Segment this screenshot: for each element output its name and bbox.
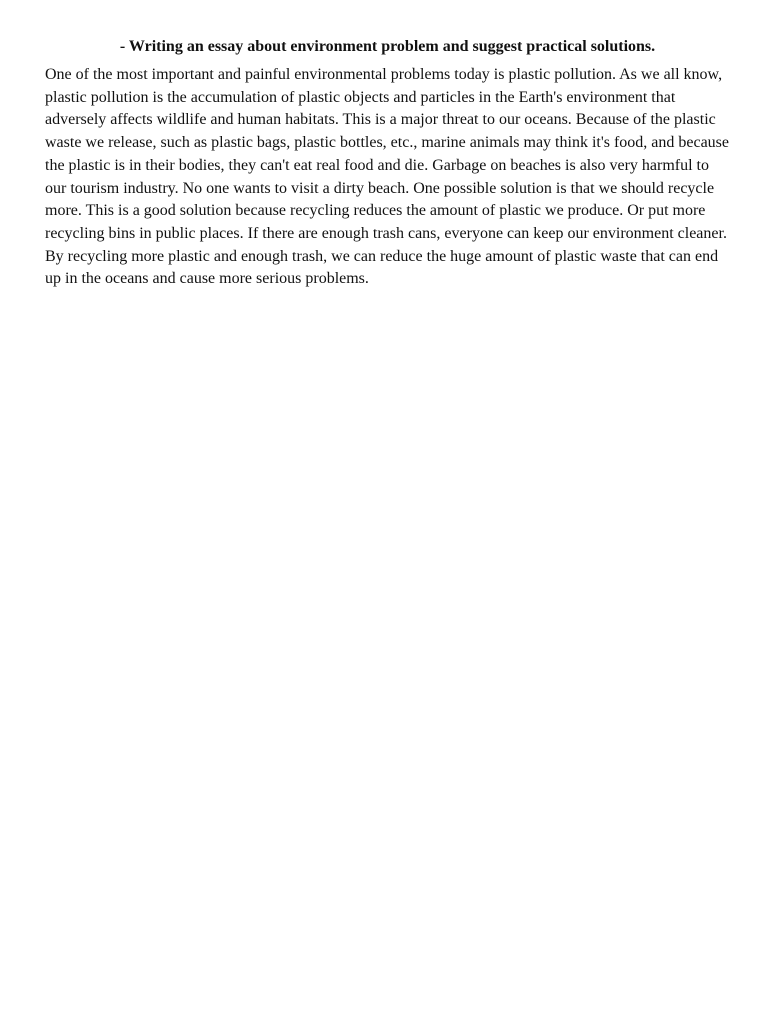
essay-prompt-heading: - Writing an essay about environment problem and suggest practical solutions. bbox=[119, 38, 656, 55]
essay-paragraph: One of the most important and painful environmental problems today is plastic pollution. As we all know, plastic pollution is the accumulation of plastic objects and particles in the Earth's environment that adversely affects wildlife and human habitats. This is a major threat to our oceans. Because of the plastic waste we release, such as plastic bags, plastic bottles, etc., marine animals may think it's food, and because the plastic is in their bodies, they can't eat real food and die. Garbage on beaches is also very harmful to our tourism industry. No one wants to visit a dirty beach. One possible solution is that we should recycle more. This is a good solution because recycling reduces the amount of plastic we produce. Or put more recycling bins in public places. If there are enough trash cans, everyone can keep our environment cleaner. By recycling more plastic and enough trash, we can reduce the huge amount of plastic waste that can end up in the oceans and cause more serious problems. bbox=[45, 66, 730, 288]
